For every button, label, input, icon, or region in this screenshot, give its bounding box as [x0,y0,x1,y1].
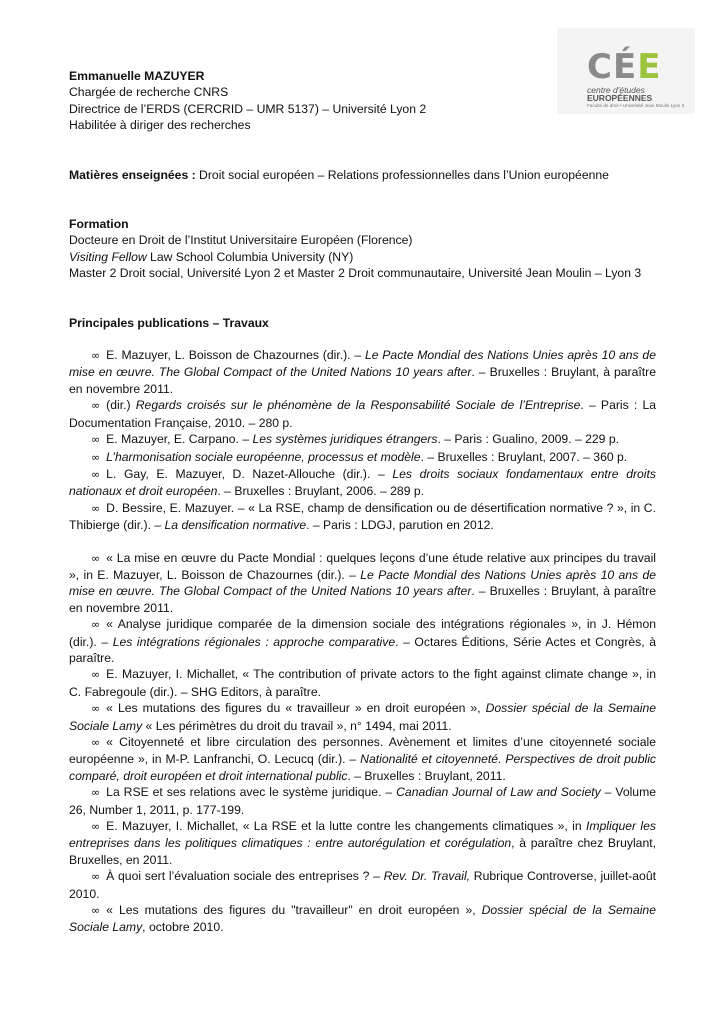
header-line: Chargée de recherche CNRS [69,85,229,100]
logo-letter-c: C [587,47,613,87]
book-entry [69,397,656,431]
article-entry [69,666,656,700]
entry-text: La RSE et ses relations avec le système juridique. – [106,785,397,800]
book-entry [69,500,656,534]
article-entry [69,734,656,784]
infinity-bullet-icon: ∞ [91,668,101,682]
logo-letter-e: E [637,47,662,87]
entry-text: Rubrique Controverse, juillet-août 2010. [69,869,656,901]
infinity-bullet-icon: ∞ [91,349,101,363]
formation-line [69,249,656,265]
infinity-bullet-icon: ∞ [91,551,101,565]
entry-text: . – Bruxelles : Bruylant, 2011. [347,768,506,783]
infinity-bullet-icon: ∞ [91,820,101,834]
article-entry [69,902,656,936]
header-line: Habilitée à diriger des recherches [69,118,251,133]
article-entry [69,550,656,617]
entry-text: . – Octares Éditions, Série Actes et Congrès, à paraître. [69,634,656,665]
entry-title-text: Les droits sociaux fondamentaux entre droits nationaux et droit européen [69,466,656,499]
infinity-bullet-icon: ∞ [91,450,101,464]
entry-title-text: Le Pacte Mondial des Nations Unies après 10 ans de mise en œuvre. The Global Compact of the United Nations 10 years after [69,348,656,380]
entry-title-text: Le Pacte Mondial des Nations Unies après 10 ans de mise en œuvre. The Global Compact of the United Nations 10 years after [69,567,656,599]
formation-italic: Visiting Fellow [69,249,147,264]
logo-line-1: centre d'études [587,85,645,95]
entry-text: – Volume 26, Number 1, 2011, p. 177-199. [69,785,657,817]
formation-title: Formation [69,217,129,232]
infinity-bullet-icon: ∞ [91,501,101,515]
matieres-text: Droit social européen – Relations professionnelles dans l’Union européenne [195,167,609,182]
matieres-label: Matières enseignées : [69,167,196,182]
publications-block [69,315,656,936]
entry-text: . – Bruxelles : Bruylant, 2007. – 360 p. [420,449,628,464]
entry-title-text: La densification normative [164,518,307,533]
formation-rest: Law School Columbia University (NY) [146,249,354,264]
matieres-line [69,167,656,183]
entry-text: . – Bruxelles : Bruylant, à paraître en novembre 2011. [69,584,656,615]
infinity-bullet-icon: ∞ [91,618,101,632]
book-entry [69,347,656,397]
entry-text: « La mise en œuvre du Pacte Mondial : quelques leçons d’une étude relative aux principes du travail », in E. Mazuyer, L. Boisson de Chazournes (dir.). – [69,550,656,582]
infinity-bullet-icon: ∞ [91,399,101,413]
entry-text: . – Bruxelles : Bruylant, 2006. – 289 p. [217,484,425,499]
books-list [69,347,656,533]
entry-title-text: Nationalité et citoyenneté. Perspectives de droit public comparé, droit européen et droit international public [69,752,656,783]
entry-title-text: Impliquer les entreprises dans les politiques climatiques : entre autorégulation et corégulation [69,819,657,851]
infinity-bullet-icon: ∞ [91,904,101,918]
entry-text: . – Paris : LDGJ, parution en 2012. [306,518,494,533]
entry-text: À quoi sert l’évaluation sociale des entreprises ? – [106,869,384,884]
book-entry [69,449,656,466]
entry-text: , octobre 2010. [142,920,224,935]
logo-line-3: Faculté de droit • Université Jean Moulin Lyon 3 [587,103,685,108]
author-name: Emmanuelle MAZUYER [69,69,205,83]
article-entry [69,784,656,818]
formation-line: Master 2 Droit social, Université Lyon 2 et Master 2 Droit communautaire, Université Jean Moulin – Lyon 3 [69,266,642,281]
infinity-bullet-icon: ∞ [91,467,101,481]
infinity-bullet-icon: ∞ [91,433,101,447]
articles-list [69,550,656,936]
book-entry [69,431,656,448]
infinity-bullet-icon: ∞ [91,736,101,749]
entry-title-text: Regards croisés sur le phénomène de la Responsabilité Sociale de l’Entreprise [135,398,581,413]
article-entry [69,818,656,868]
entry-text: « Les mutations des figures du "travailleur" en droit européen », [106,903,482,918]
entry-text: E. Mazuyer, I. Michallet, « La RSE et la lutte contre les changements climatiques », in [106,819,586,834]
formation-block [69,216,656,282]
entry-text: « Analyse juridique comparée de la dimension sociale des intégrations régionales », in J. Hémon (dir.). – [69,617,656,649]
entry-text: , à paraître chez Bruylant, Bruxelles, en 2011. [69,836,656,867]
entry-text: . – Paris : Gualino, 2009. – 229 p. [437,432,620,447]
cv-document [69,68,656,936]
entry-text: « Les mutations des figures du « travailleur » en droit européen », [106,701,486,716]
infinity-bullet-icon: ∞ [91,702,101,716]
entry-title-text: Dossier spécial de la Semaine Sociale Lamy [69,701,656,733]
entry-title-text: Dossier spécial de la Semaine Sociale Lamy [69,903,656,935]
logo-line-2: EUROPÉENNES [587,93,653,103]
infinity-bullet-icon: ∞ [91,786,101,800]
entry-title-text: Rev. Dr. Travail, [383,869,471,884]
entry-text: . – Bruxelles : Bruylant, à paraître en novembre 2011. [69,365,656,396]
entry-title-text: Canadian Journal of Law and Society [396,785,601,800]
article-entry [69,868,656,902]
formation-line: Docteure en Droit de l’Institut Universitaire Européen (Florence) [69,233,413,248]
entry-text: (dir.) [106,398,136,413]
entry-title-text: Les intégrations régionales : approche comparative [112,634,396,649]
entry-text: « Les périmètres du droit du travail », n° 1494, mai 2011. [142,718,452,733]
entry-text: . – Paris : La Documentation Française, 2010. – 280 p. [69,398,656,430]
article-entry [69,700,656,734]
entry-text: E. Mazuyer, L. Boisson de Chazournes (dir.). – [106,348,365,363]
logo-letter-e-accent: É [612,47,638,87]
entry-title-text: L’harmonisation sociale européenne, processus et modèle [106,449,421,464]
header-line: Directrice de l’ERDS (CERCRID – UMR 5137) – Université Lyon 2 [69,101,427,116]
entry-text: « Citoyenneté et libre circulation des personnes. Avènement et limites d’une citoyenneté sociale européenne », in M-P. Lanfranchi, O. Lecucq (dir.). – [69,735,656,767]
entry-text: E. Mazuyer, E. Carpano. – [106,432,253,447]
infinity-bullet-icon: ∞ [91,870,101,884]
entry-text: D. Bessire, E. Mazuyer. – « La RSE, champ de densification ou de désertification normative ? », in C. Thibierge (dir.). – [69,500,656,533]
article-entry [69,616,656,666]
entry-text: L. Gay, E. Mazuyer, D. Nazet-Allouche (dir.). – [106,466,393,481]
book-entry [69,466,656,500]
entry-text: E. Mazuyer, I. Michallet, « The contribution of private actors to the fight against climate change », in C. Fabregoule (dir.). – SHG Editors, à paraître. [69,667,656,699]
publications-title: Principales publications – Travaux [69,315,269,330]
header-block [69,68,656,134]
entry-title-text: Les systèmes juridiques étrangers [252,432,438,447]
